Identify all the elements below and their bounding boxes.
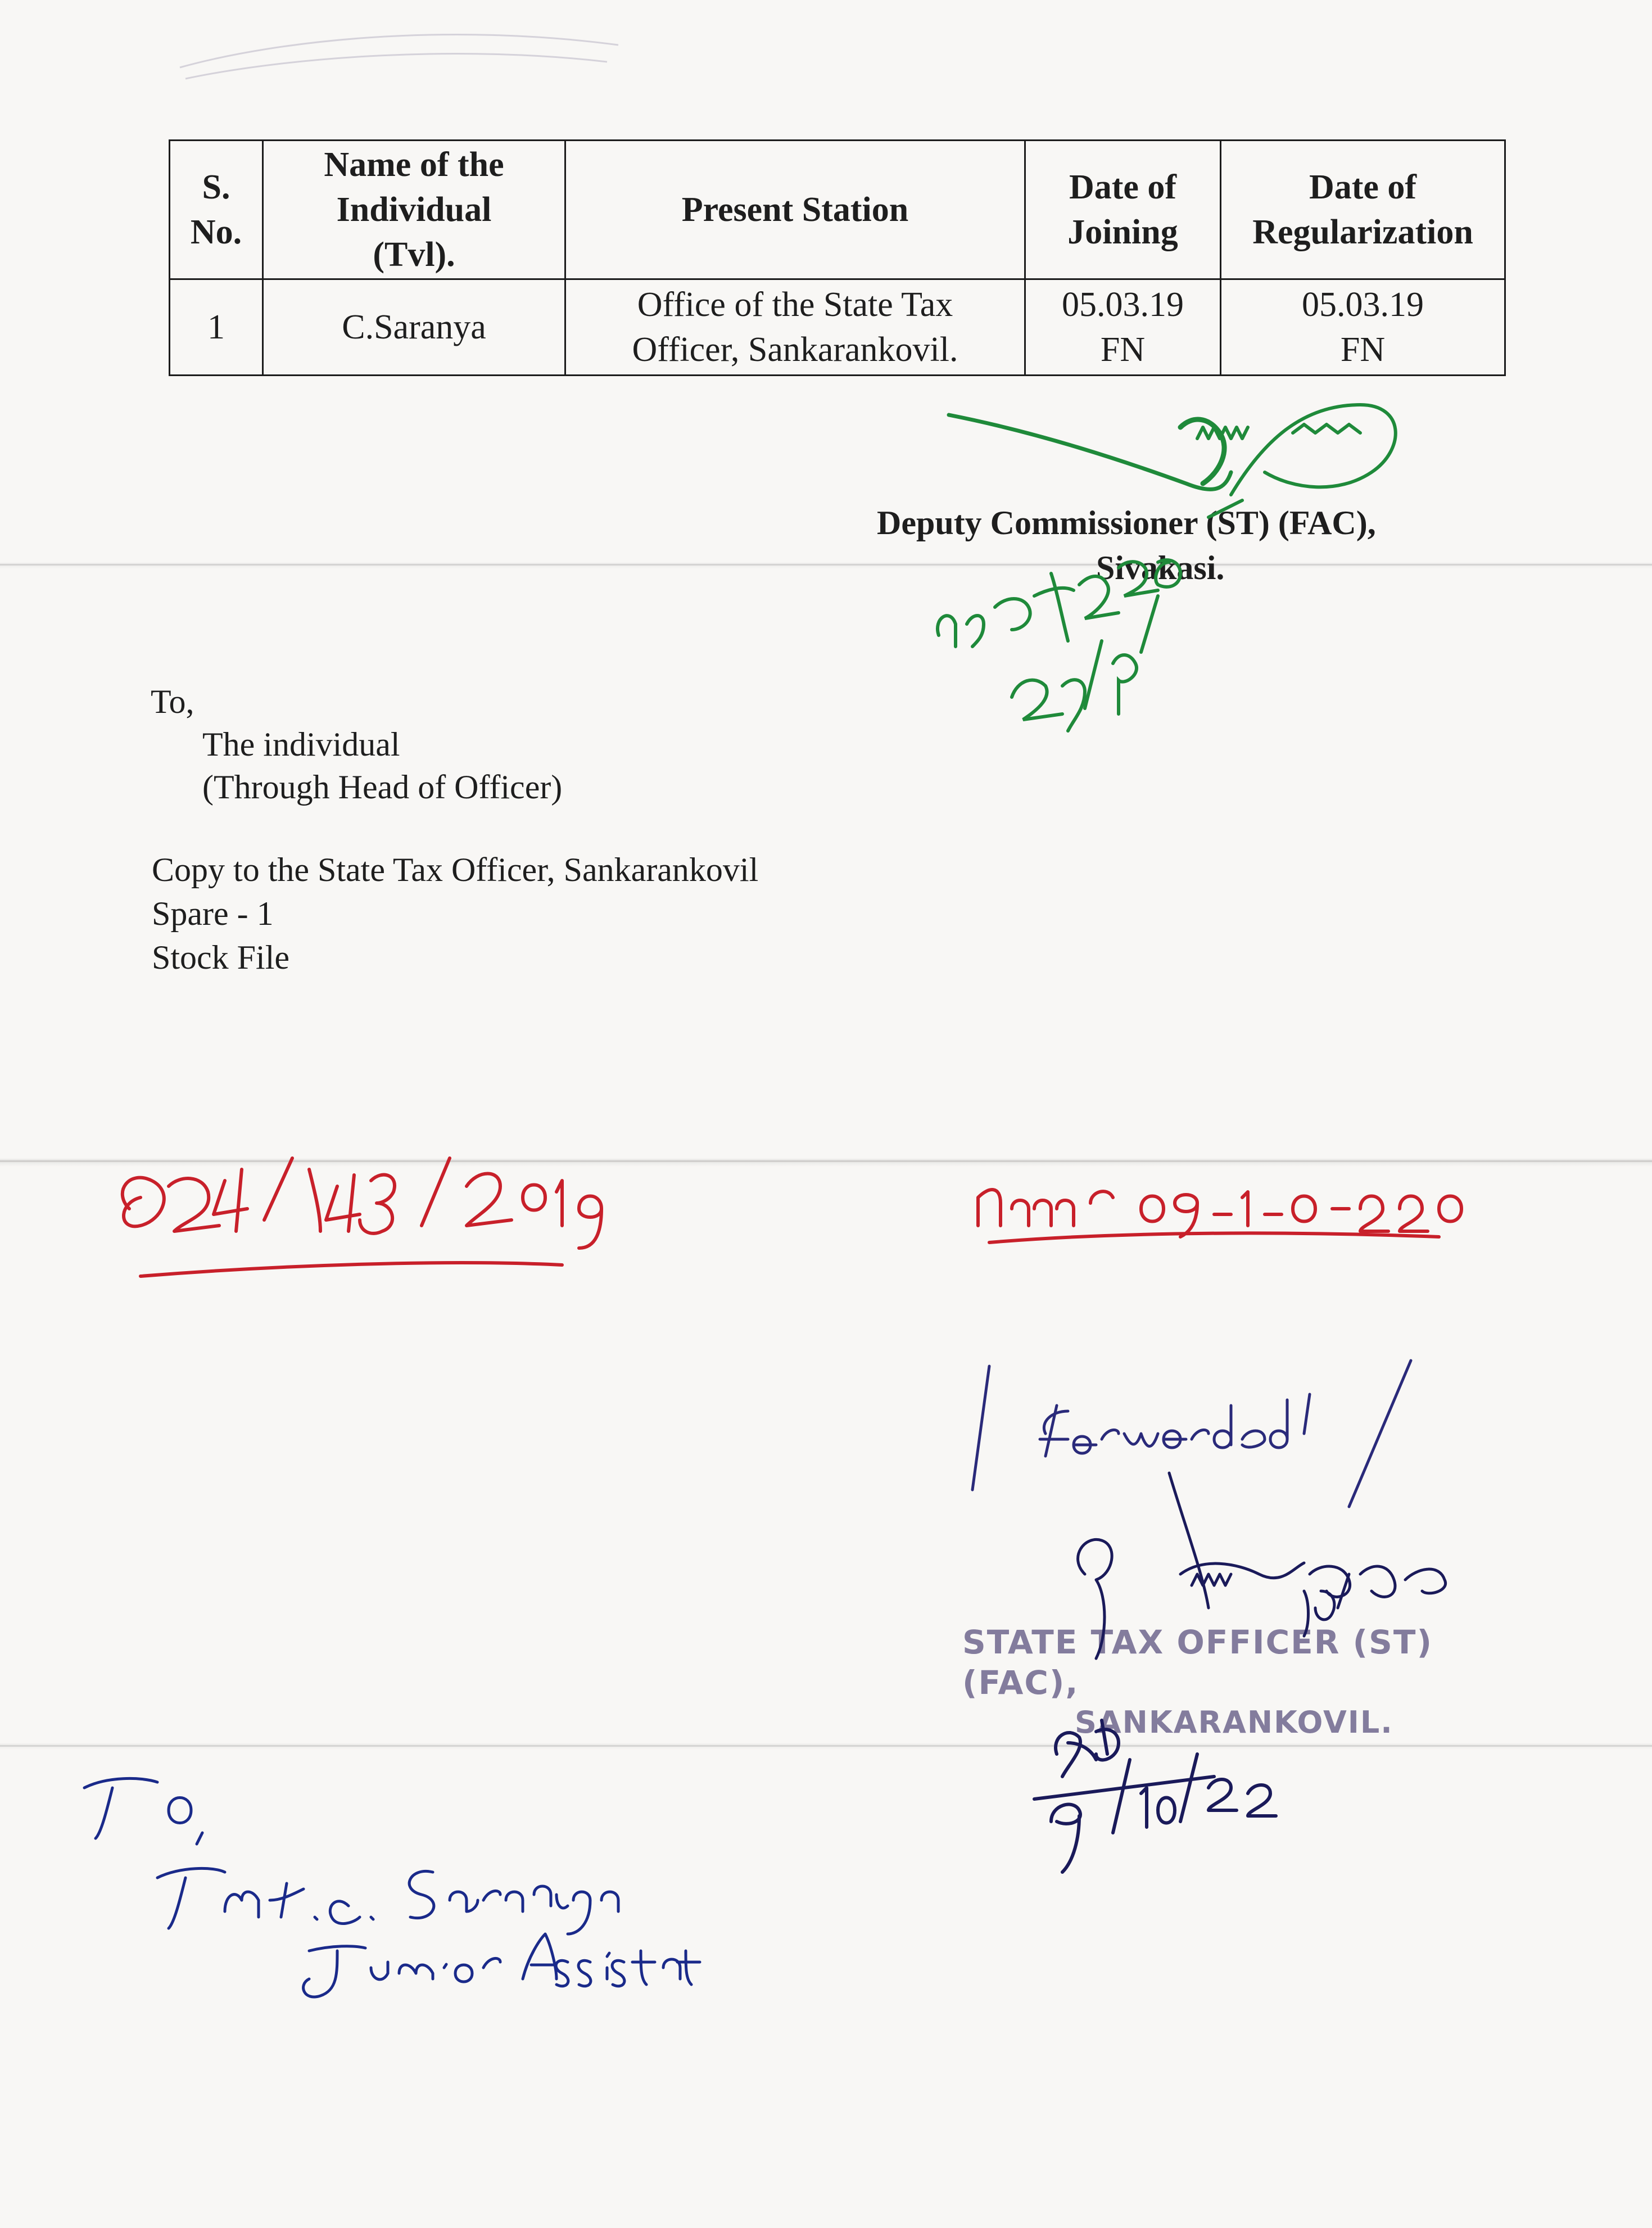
header-name: Name of the Individual (Tvl). xyxy=(263,141,565,279)
cell-name: C.Saranya xyxy=(263,279,565,376)
header-s-no: S. No. xyxy=(170,141,263,279)
green-signature-date xyxy=(938,560,1180,731)
sto-signature xyxy=(1078,1473,1446,1658)
cell-date-of-joining: 05.03.19 FN xyxy=(1025,279,1221,376)
cell-s-no: 1 xyxy=(170,279,263,376)
stamp-line-2: SANKARANKOVIL. xyxy=(1075,1705,1393,1740)
address-recipient: The individual xyxy=(202,726,400,763)
copy-stock-file-line: Stock File xyxy=(152,939,290,976)
forwarded-note xyxy=(972,1361,1411,1507)
red-reference-number xyxy=(123,1158,601,1276)
stamp-date xyxy=(1034,1720,1276,1872)
copy-to-line: Copy to the State Tax Officer, Sankarankovil xyxy=(152,851,759,888)
green-signature xyxy=(949,405,1396,517)
header-date-of-joining: Date of Joining xyxy=(1025,141,1221,279)
blue-handwritten-address xyxy=(84,1778,700,1997)
red-date-note xyxy=(978,1190,1461,1242)
copy-spare-line: Spare - 1 xyxy=(152,895,274,932)
address-to: To, xyxy=(151,683,194,720)
signatory-designation: Deputy Commissioner (ST) (FAC), xyxy=(877,504,1376,541)
cell-present-station: Office of the State Tax Officer, Sankarankovil. xyxy=(565,279,1025,376)
cell-date-of-regularization: 05.03.19 FN xyxy=(1221,279,1505,376)
header-date-of-regularization: Date of Regularization xyxy=(1221,141,1505,279)
signatory-place: Sivakasi. xyxy=(1096,549,1225,586)
address-through: (Through Head of Officer) xyxy=(202,769,563,806)
header-present-station: Present Station xyxy=(565,141,1025,279)
faint-stamp-smudge xyxy=(180,34,618,79)
stamp-line-1: STATE TAX OFFICER (ST) (FAC), xyxy=(962,1623,1433,1702)
